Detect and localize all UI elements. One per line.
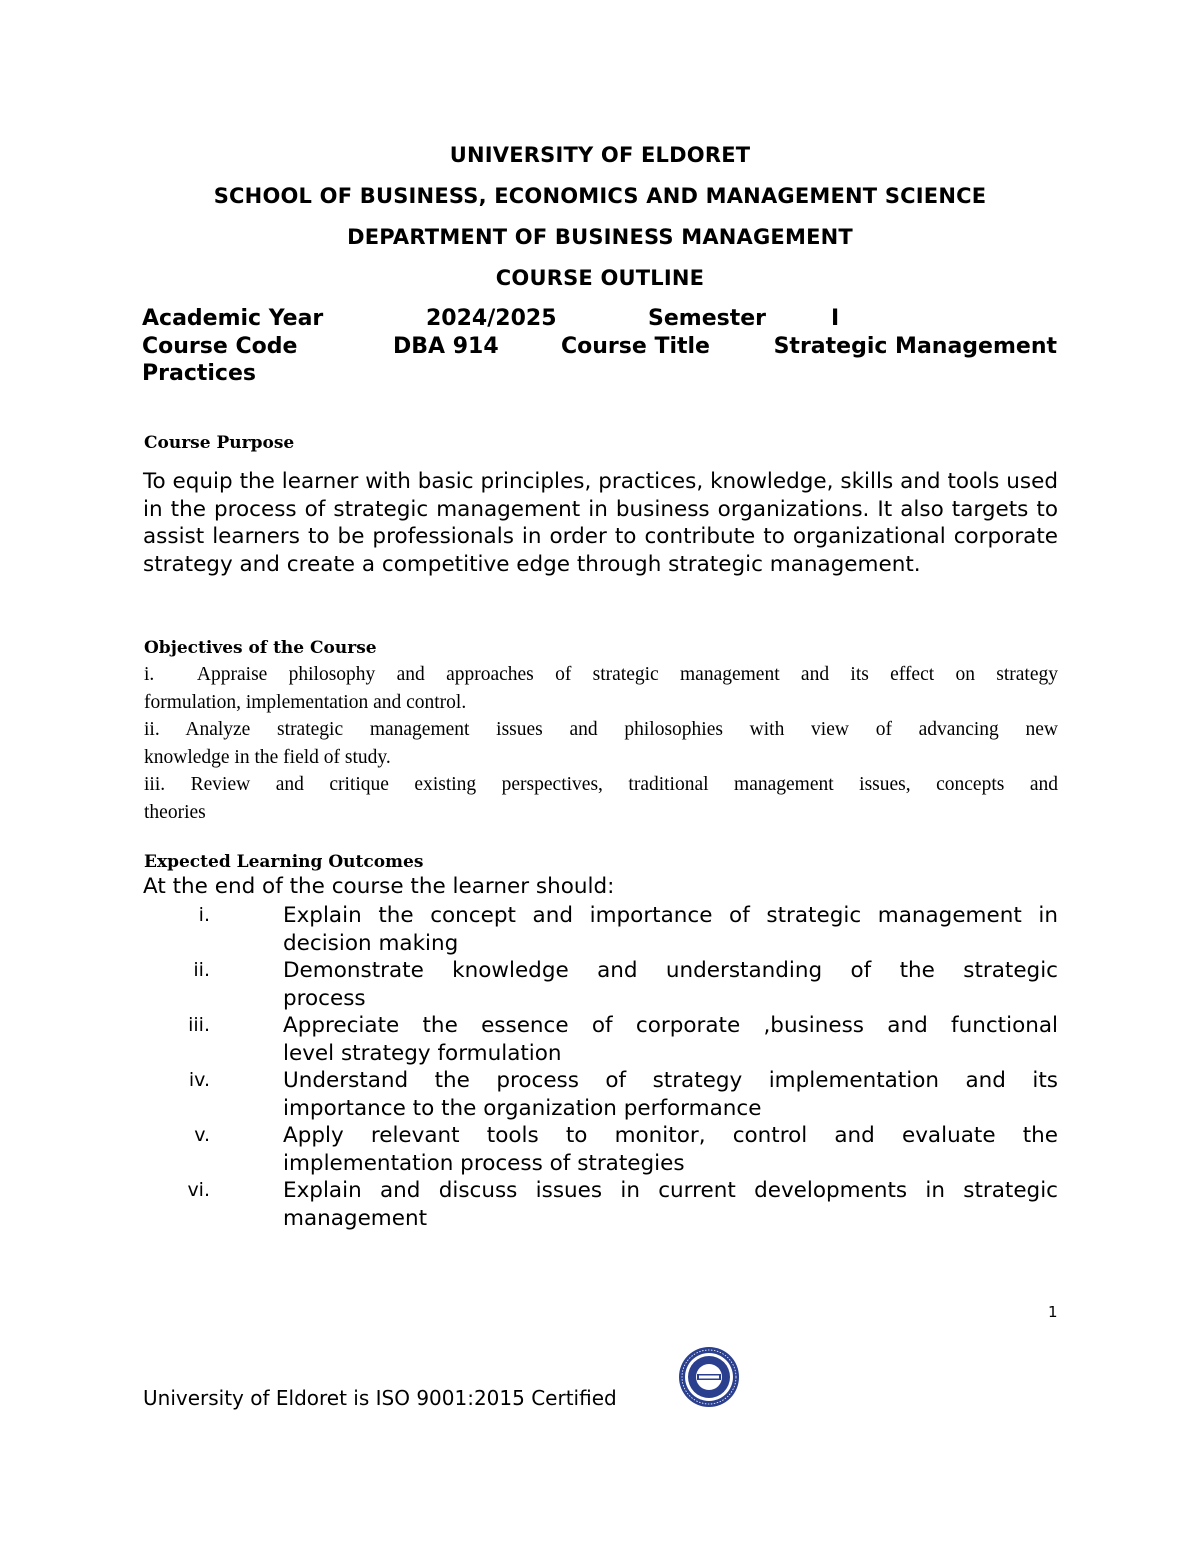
page-number: 1 — [1048, 1303, 1058, 1321]
academic-year-value: 2024/2025 — [426, 306, 557, 331]
objective-text-continued: knowledge in the field of study. — [144, 746, 391, 768]
iso-certification-seal-icon — [677, 1345, 741, 1409]
objective-item — [144, 716, 1058, 771]
objective-item — [144, 661, 1058, 716]
outcome-number: ii. — [193, 959, 210, 981]
objective-text: Review and critique existing perspectives, traditional management issues, concepts and — [190, 774, 1058, 795]
learning-outcomes-heading: Expected Learning Outcomes — [144, 852, 424, 872]
outcome-number: iii. — [188, 1014, 210, 1036]
semester-label: Semester — [648, 306, 766, 331]
objective-number: i. — [144, 664, 155, 685]
university-name: UNIVERSITY OF ELDORET — [449, 143, 751, 167]
outcome-number: v. — [194, 1124, 210, 1146]
school-name: SCHOOL OF BUSINESS, ECONOMICS AND MANAGEMENT SCIENCE — [213, 184, 987, 208]
outcome-text: Understand the process of strategy implementation and its — [283, 1068, 1058, 1093]
course-title-value: Strategic Management — [773, 334, 1057, 359]
course-code-value: DBA 914 — [393, 334, 499, 359]
outcome-text-continued: process — [283, 985, 366, 1011]
course-purpose-heading: Course Purpose — [144, 433, 295, 453]
course-code-label: Course Code — [142, 334, 298, 359]
objective-item — [144, 771, 1058, 826]
outcome-text-continued: level strategy formulation — [283, 1040, 562, 1066]
outcome-text: Explain the concept and importance of strategic management in — [283, 903, 1058, 928]
outcome-number: iv. — [188, 1069, 210, 1091]
footer-certification-text: University of Eldoret is ISO 9001:2015 Certified — [143, 1386, 617, 1410]
objective-text-continued: formulation, implementation and control. — [144, 691, 467, 713]
outcome-text: Demonstrate knowledge and understanding of the strategic — [283, 958, 1058, 983]
objective-text-continued: theories — [144, 801, 206, 823]
department-name: DEPARTMENT OF BUSINESS MANAGEMENT — [347, 225, 853, 249]
outcome-number: vi. — [187, 1179, 210, 1201]
semester-value: I — [831, 306, 840, 331]
document-title: COURSE OUTLINE — [495, 266, 705, 290]
course-purpose-text: To equip the learner with basic principles, practices, knowledge, skills and tools used in the process of strategic management in business organizations. It also targets to assist learners to be professionals in order to contribute to organizational corporate strategy and create a competitive edge through strategic management. — [143, 469, 1058, 577]
outcome-text-continued: implementation process of strategies — [283, 1150, 685, 1176]
objective-text: Appraise philosophy and approaches of strategic management and its effect on strategy — [196, 664, 1058, 685]
course-title-value-continued: Practices — [142, 361, 256, 386]
objectives-heading: Objectives of the Course — [144, 638, 377, 658]
learning-outcomes-intro: At the end of the course the learner should: — [143, 874, 615, 899]
objective-text: Analyze strategic management issues and philosophies with view of advancing new — [185, 719, 1058, 740]
objective-number: ii. — [144, 719, 160, 740]
outcome-text: Apply relevant tools to monitor, control and evaluate the — [283, 1123, 1058, 1148]
outcome-text-continued: decision making — [283, 930, 459, 956]
academic-year-label: Academic Year — [142, 306, 324, 331]
outcome-number: i. — [198, 904, 210, 926]
outcome-text-continued: importance to the organization performance — [283, 1095, 762, 1121]
course-title-label: Course Title — [561, 334, 710, 359]
outcome-text: Explain and discuss issues in current developments in strategic — [283, 1178, 1058, 1203]
objective-number: iii. — [144, 774, 166, 795]
outcome-text: Appreciate the essence of corporate ,business and functional — [283, 1013, 1058, 1038]
outcome-text-continued: management — [283, 1205, 428, 1231]
